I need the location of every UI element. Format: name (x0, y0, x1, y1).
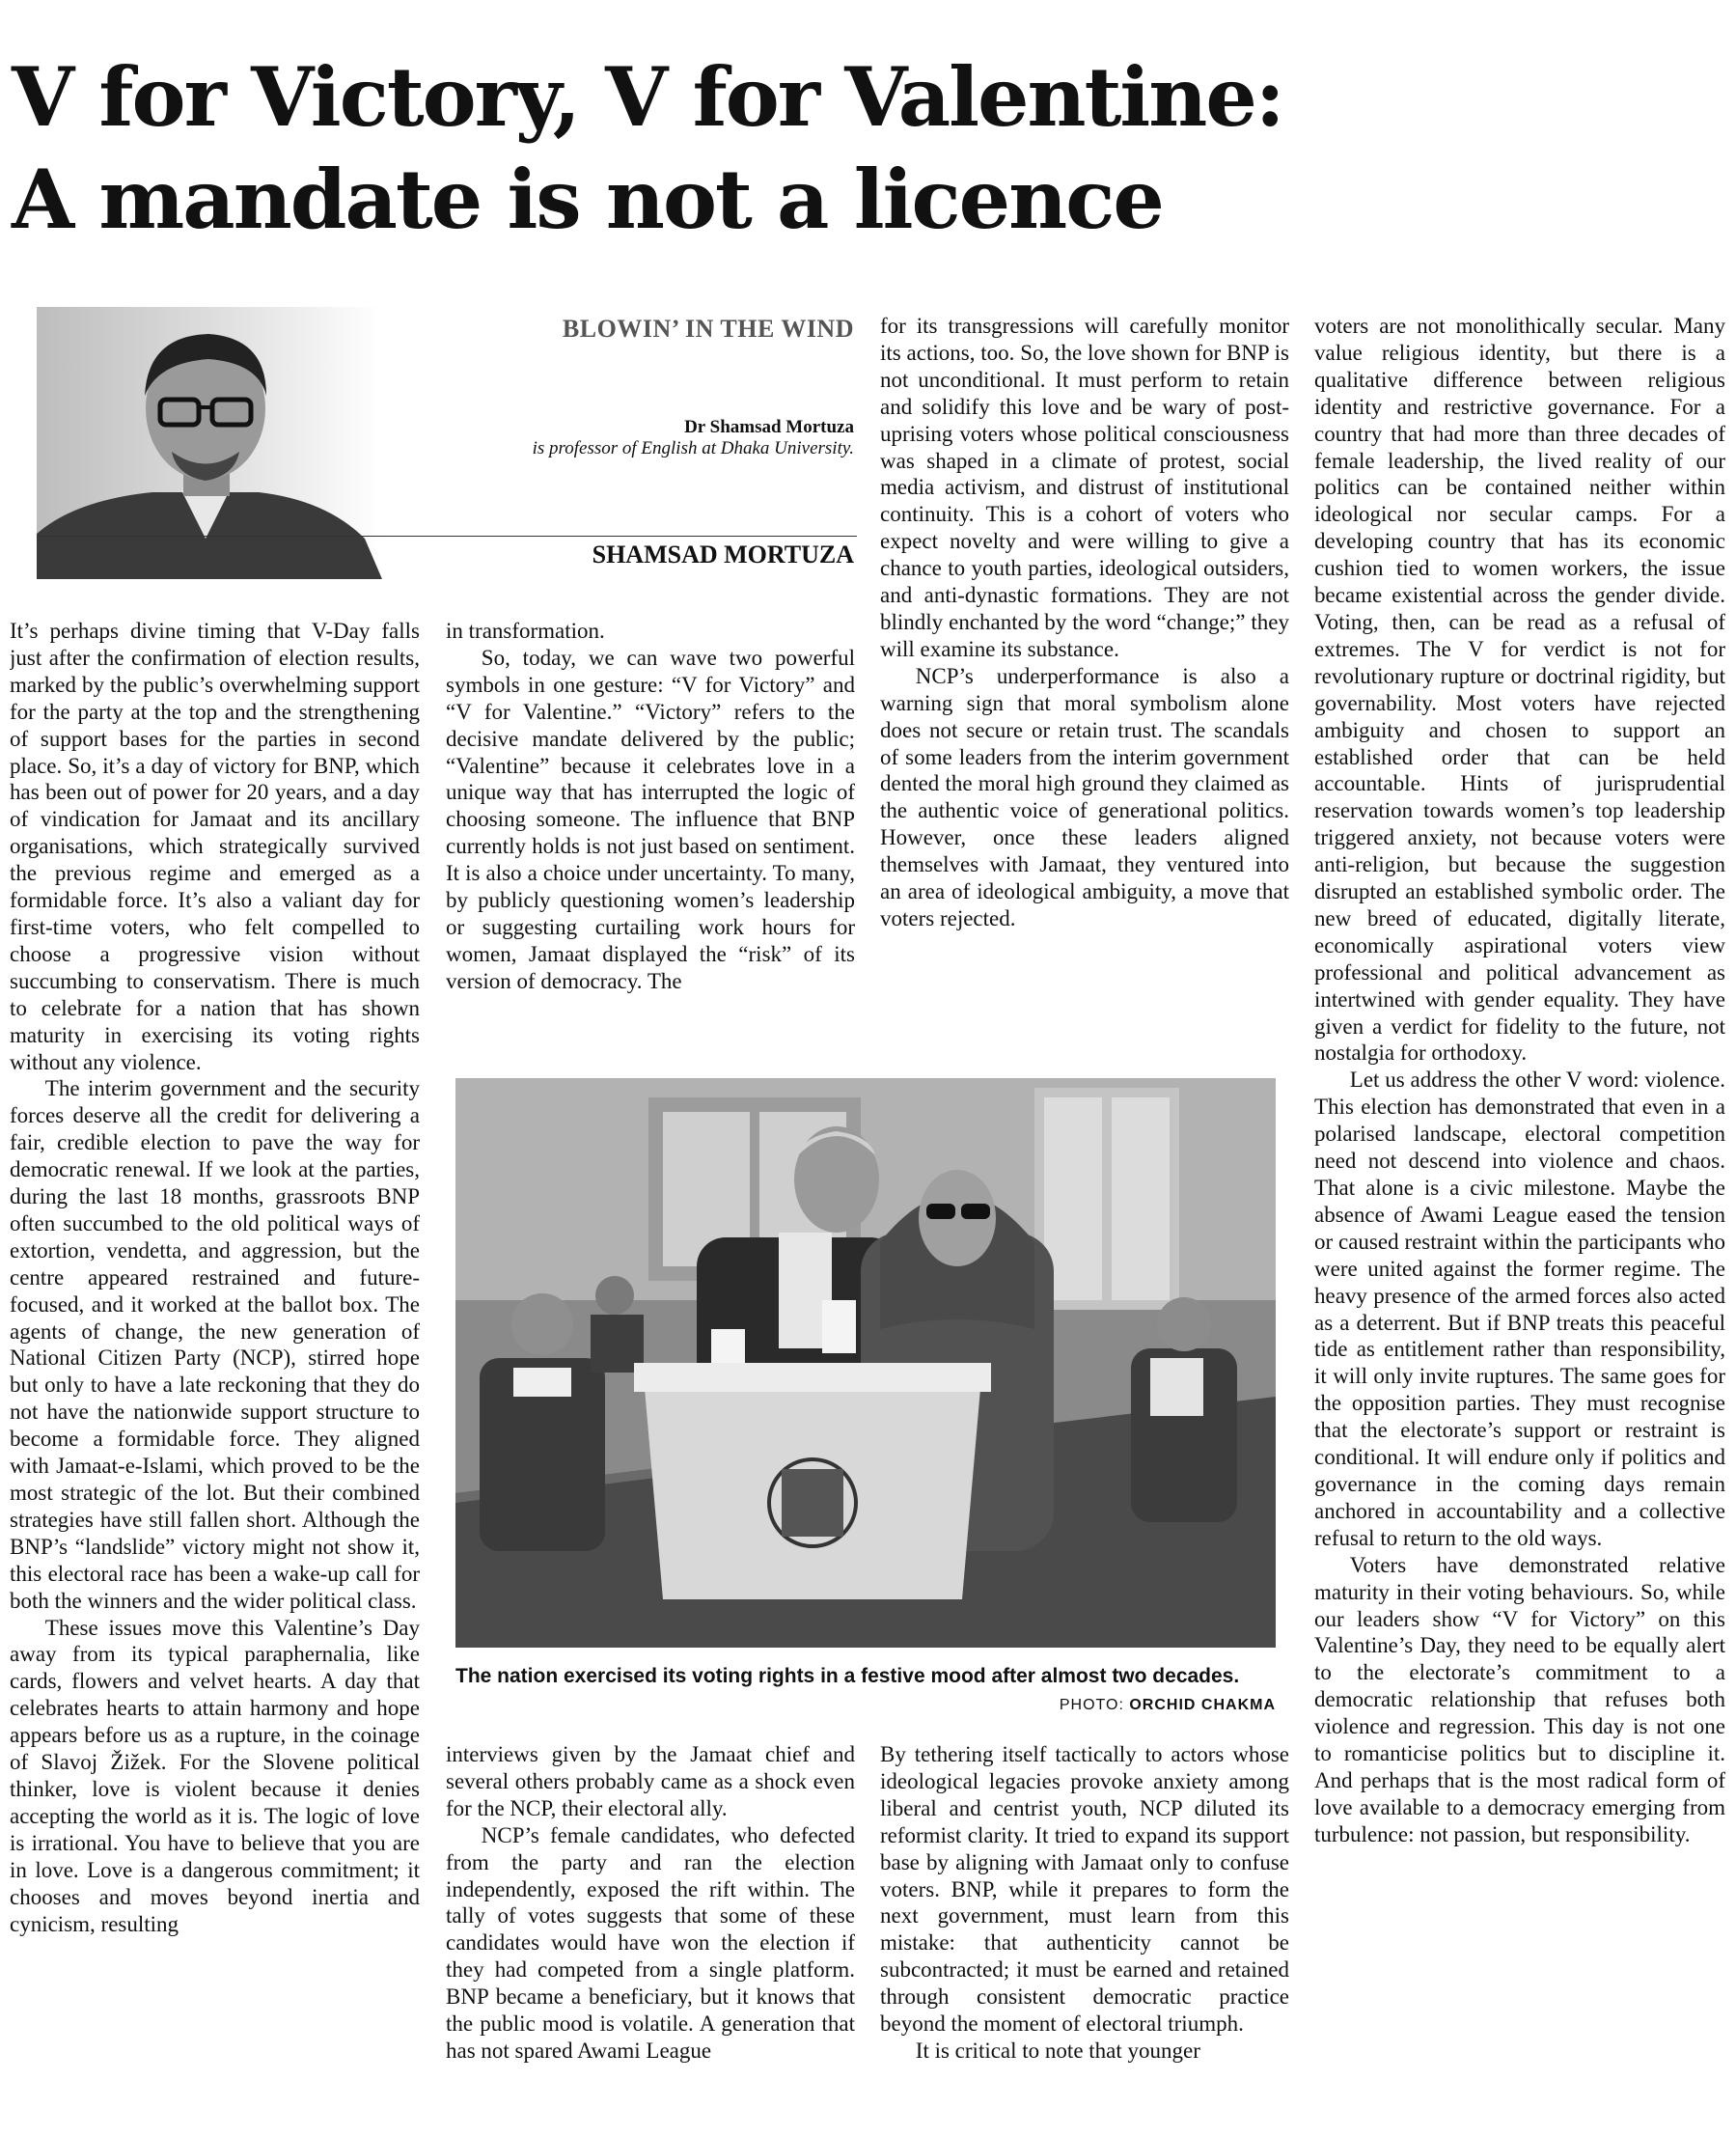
paragraph: These issues move this Valentine’s Day away from its typical paraphernalia, like cards, flowers and velvet hearts. A day that celebrates hearts to attain harmony and hope appears before us as a rupture, in the coinage of Slavoj Žižek. For the Slovene political thinker, love is violent because it denies accepting the world as it is. The logic of love is irrational. You have to believe that you are in love. Love is a dangerous commitment; it chooses and moves beyond inertia and cynicism, resulting (10, 1615, 420, 1936)
byline: SHAMSAD MORTUZA (592, 541, 854, 569)
article-column-3-top (880, 313, 1289, 1052)
photo-credit-label: PHOTO: (1059, 1697, 1124, 1713)
article-column-1 (10, 618, 420, 2123)
headline-line-2: A mandate is not a licence (12, 152, 1163, 247)
paragraph: NCP’s underperformance is also a warning sign that moral symbolism alone does not secure or retain trust. The scandals of some leaders from the interim government dented the moral high ground they claimed as the authentic voice of generational politics. However, once these leaders aligned themselves with Jamaat, they ventured into an area of ideological ambiguity, a move that voters rejected. (880, 663, 1289, 930)
paragraph: Let us address the other V word: violence. This election has demonstrated that even in a polarised landscape, electoral competition need not descend into violence and chaos. That alone is a civic milestone. Maybe the absence of Awami League eased the tension or caused restraint within the participants who were united against the former regime. The heavy presence of the armed forces also acted as a deterrent. But if BNP treats this peaceful tide as entitlement rather than responsibility, it will only invite ruptures. The same goes for the opposition parties. They must recognise that the electorate’s support or restraint is conditional. It will endure only if politics and governance in the coming days remain anchored in accountability and a collective refusal to return to the old ways. (1314, 1068, 1725, 1550)
author-bio: is professor of English at Dhaka University. (532, 438, 854, 458)
paragraph: So, today, we can wave two powerful symbols in one gesture: “V for Victory” and “V for Valentine.” “Victory” refers to the decisive mandate delivered by the public; “Valentine” because it celebrates love in a unique way that has interrupted the logic of choosing someone. The influence that BNP currently holds is not just based on sentiment. It is also a choice under uncertainty. To many, by publicly questioning women’s leadership or suggesting curtailing work hours for women, Jamaat displayed the “risk” of its version of democracy. The (446, 645, 855, 993)
column-name: BLOWIN’ IN THE WIND (562, 315, 854, 343)
paragraph-continued: for its transgressions will carefully monitor its actions, too. So, the love shown for BNP is not unconditional. It must perform to retain and solidify this love and be wary of post-uprising voters whose political consciousness was shaped in a climate of protest, social media activism, and distrust of institutional continuity. This is a cohort of voters who expect novelty and were willing to give a chance to youth parties, ideological outsiders, and anti-dynastic formations. They are not blindly enchanted by the word “change;” they will examine its substance. (880, 314, 1289, 661)
article-column-3-bottom (880, 1741, 1289, 2127)
article-column-2-bottom (446, 1741, 855, 2127)
article-photo (455, 1078, 1276, 1648)
paragraph: It’s perhaps divine timing that V-Day falls just after the confirmation of election results, marked by the public’s overwhelming support for the party at the top and the strengthening of support bases for the parties in second place. So, it’s a day of victory for BNP, which has been out of power for 20 years, and a day of vindication for Jamaat and its ancillary organisations, which strategically survived the previous regime and emerged as a formidable force. It’s also a valiant day for first-time voters, who felt compelled to choose a progressive vision without succumbing to conservatism. There is much to celebrate for a nation that has shown maturity in exercising its voting rights without any violence. (10, 619, 420, 1074)
photo-caption: The nation exercised its voting rights in a festive mood after almost two decades. (455, 1665, 1240, 1687)
paragraph: It is critical to note that younger (915, 2038, 1200, 2063)
headline-line-1: V for Victory, V for Valentine: (12, 49, 1283, 145)
paragraph-continued: interviews given by the Jamaat chief and several others probably came as a shock even for the NCP, their electoral ally. (446, 1742, 855, 1820)
paragraph-continued: voters are not monolithically secular. Many value religious identity, but there is a qualitative difference between religious identity and restrictive governance. For a country that had more than three decades of female leadership, the lived reality of our politics can be contained neither within ideological nor secular camps. For a developing country that has its economic cushion tied to women workers, the issue became existential across the gender divide. Voting, then, can be read as a refusal of extremes. The V for verdict is not for revolutionary rupture or doctrinal rigidity, but governability. Most voters have rejected ambiguity and chosen to support an established order that can be held accountable. Hints of jurisprudential reservation towards women’s top leadership triggered anxiety, not because voters were anti-religion, but because the suggestion disrupted an established symbolic order. The new breed of educated, digitally literate, economically aspirational voters view professional and political advancement as intertwined with gender equality. They have given a verdict for fidelity to the future, not nostalgia for orthodoxy. (1314, 314, 1725, 1066)
photo-credit-name: ORCHID CHAKMA (1129, 1697, 1276, 1713)
article-column-2-top (446, 618, 855, 1052)
paragraph: The interim government and the security forces deserve all the credit for delivering a fair, credible election to pave the way for democratic renewal. If we look at the parties, during the last 18 months, grassroots BNP often succumbed to the old political ways of extortion, vendetta, and aggression, but the centre appeared restrained and future-focused, and it worked at the ballot box. The agents of change, the new generation of National Citizen Party (NCP), stirred hope but only to have a late reckoning that they do not have the nationwide support structure to become a formidable force. They aligned with Jamaat-e-Islami, which proved to be the most strategic of the lot. But their combined strategies have still fallen short. Although the BNP’s “landslide” victory might not show it, this electoral race has been a wake-up call for both the winners and the wider political class. (10, 1076, 420, 1613)
photo-credit (1037, 1697, 1276, 1714)
byline-divider (39, 536, 857, 537)
paragraph-continued: in transformation. (446, 619, 605, 643)
paragraph: NCP’s female candidates, who defected from the party and ran the election independently, exposed the rift within. The tally of votes suggests that some of these candidates would have won the election if they had competed from a single platform. BNP became a beneficiary, but it knows that the public mood is volatile. A generation that has not spared Awami League (446, 1822, 855, 2063)
author-portrait (37, 307, 382, 579)
headline (12, 46, 1729, 251)
author-name: Dr Shamsad Mortuza (684, 417, 854, 437)
paragraph: By tethering itself tactically to actors whose ideological legacies provoke anxiety among liberal and centrist youth, NCP diluted its reformist clarity. It tried to expand its support base by aligning with Jamaat only to confuse voters. BNP, while it prepares to form the next government, must learn from this mistake: that authenticity cannot be subcontracted; it must be earned and retained through consistent democratic practice beyond the moment of electoral triumph. (880, 1742, 1289, 2037)
article-column-4 (1314, 313, 1725, 2127)
paragraph: Voters have demonstrated relative maturity in their voting behaviours. So, while our leaders show “V for Victory” on this Valentine’s Day, they need to be equally alert to the electorate’s commitment to a democratic relationship that refuses both violence and regression. This day is not one to romanticise politics but to discipline it. And perhaps that is the most radical form of love available to a democracy emerging from turbulence: not passion, but responsibility. (1314, 1552, 1725, 1846)
